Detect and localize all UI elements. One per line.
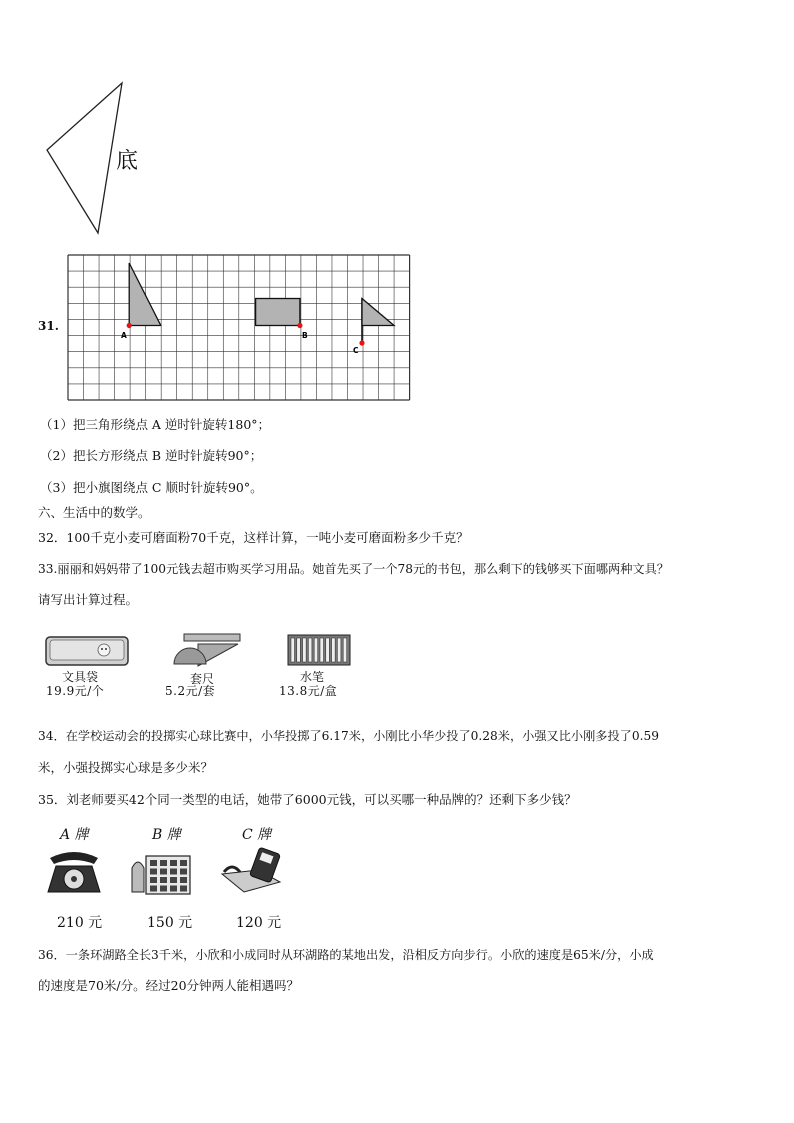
pen-stroke: [291, 638, 295, 662]
point-c-dot: [359, 340, 364, 345]
keypad-key: [150, 886, 157, 892]
triangle-shape: [47, 83, 122, 233]
pencil-case-image: [44, 634, 130, 668]
pencil-case-price: 19.9元/个: [46, 684, 105, 698]
q31-number: 31.: [38, 319, 59, 333]
pen-stroke: [297, 638, 301, 662]
pen-stroke: [303, 638, 307, 662]
pen-stroke: [332, 638, 336, 662]
grid-triangle: [129, 263, 161, 326]
keypad-key: [170, 877, 177, 883]
grid-lines: [68, 255, 410, 400]
pen-stroke: [337, 638, 341, 662]
keypad-key: [180, 869, 187, 875]
keypad-key: [180, 886, 187, 892]
keypad-key: [150, 860, 157, 866]
point-a-label: A: [121, 331, 127, 340]
ruler-set-image: [170, 632, 242, 670]
point-b-label: B: [302, 331, 308, 340]
phone-a-price: 210 元: [57, 915, 103, 931]
pen-stroke: [320, 638, 324, 662]
q32-text: 32．100千克小麦可磨面粉70千克，这样计算，一吨小麦可磨面粉多少千克？: [38, 530, 469, 545]
keypad-key: [180, 877, 187, 883]
pencil-case-name: 文具袋: [62, 670, 99, 684]
keypad-key: [170, 869, 177, 875]
ruler-set-price: 5.2元/套: [165, 684, 216, 698]
keypad-key: [160, 886, 167, 892]
point-a-dot: [127, 323, 132, 328]
keypad-key: [180, 860, 187, 866]
keypad-key: [150, 869, 157, 875]
q34-line2: 米，小强投掷实心球是多少米？: [38, 760, 214, 775]
pen-stroke: [326, 638, 330, 662]
rotation-grid: [66, 253, 412, 405]
pens-box-image: [286, 632, 352, 668]
keypad-key: [170, 860, 177, 866]
point-c-label: C: [353, 346, 359, 355]
pens-name: 水笔: [300, 670, 325, 684]
pen-stroke: [314, 638, 318, 662]
phone-a-brand: A 牌: [60, 827, 89, 843]
flag-shape: [362, 299, 394, 326]
section6-title: 六、生活中的数学。: [38, 505, 151, 520]
q31-task2: （2）把长方形绕点 B 逆时针旋转90°；: [40, 448, 263, 463]
q36-line2: 的速度是70米/分。经过20分钟两人能相遇吗？: [38, 978, 300, 993]
keypad-key: [160, 877, 167, 883]
phone-b-brand: B 牌: [152, 827, 181, 843]
cordless-phone-image: [218, 846, 290, 898]
keypad-phone-image: [128, 850, 192, 898]
q33-line1: 33.丽丽和妈妈带了100元钱去超市购买学习用品。她首先买了一个78元的书包，那么剩下的钱够买下面哪两种文具？: [38, 562, 669, 576]
ruler-set-name: 套尺: [190, 672, 215, 686]
triangle-label: 底: [116, 149, 139, 174]
keypad-key: [160, 869, 167, 875]
pen-stroke: [308, 638, 312, 662]
keypad-key: [160, 860, 167, 866]
q34-line1: 34．在学校运动会的投掷实心球比赛中，小华投掷了6.17米，小刚比小华少投了0.28米，小强又比小刚多投了0.59: [38, 729, 659, 743]
q31-task1: （1）把三角形绕点 A 逆时针旋转180°；: [40, 417, 271, 432]
rotary-phone-image: [44, 848, 104, 898]
q33-line2: 请写出计算过程。: [38, 592, 139, 607]
q31-task3: （3）把小旗图绕点 C 顺时针旋转90°。: [40, 480, 263, 495]
keypad-key: [170, 886, 177, 892]
phone-b-price: 150 元: [147, 915, 193, 931]
phone-c-brand: C 牌: [242, 827, 272, 843]
pen-stroke: [343, 638, 347, 662]
grid-rectangle: [256, 299, 300, 326]
q36-line1: 36．一条环湖路全长3千米，小欣和小成同时从环湖路的某地出发，沿相反方向步行。小欣的速度是65米/分，小成: [38, 948, 654, 962]
pens-price: 13.8元/盒: [279, 684, 338, 698]
q35-text: 35．刘老师要买42个同一类型的电话，她带了6000元钱，可以买哪一种品牌的？还剩下多少钱？: [38, 792, 577, 807]
keypad-key: [150, 877, 157, 883]
point-b-dot: [297, 323, 302, 328]
phone-c-price: 120 元: [236, 915, 282, 931]
